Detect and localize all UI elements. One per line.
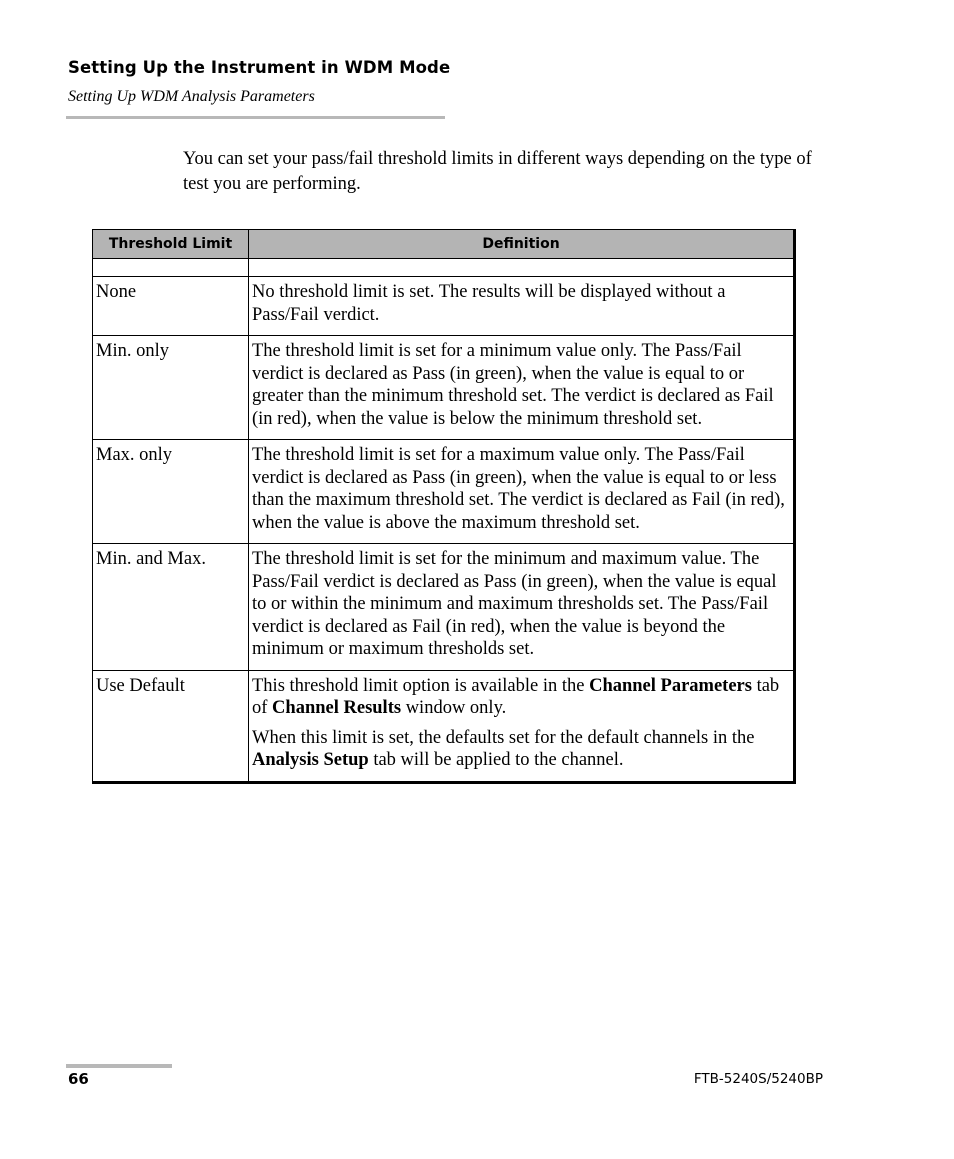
column-header-definition: Definition — [249, 230, 795, 259]
intro-paragraph: You can set your pass/fail threshold limits in different ways depending on the type of test you are performing. — [183, 149, 812, 194]
definition-paragraph: The threshold limit is set for a maximum value only. The Pass/Fail verdict is declared as Pass (in green), when the value is equal to or less than the maximum threshold set. The verdict is declared as Fail (in red), when the value is above the maximum threshold set. — [252, 445, 785, 533]
section-subtitle: Setting Up WDM Analysis Parameters — [68, 88, 315, 105]
threshold-limit-cell: Min. and Max. — [93, 544, 249, 671]
table-row — [93, 277, 795, 336]
definition-paragraph: This threshold limit option is available in the Channel Parameters tab of Channel Results window only. — [252, 675, 780, 718]
definition-cell — [249, 544, 795, 671]
page-number: 66 — [68, 1070, 89, 1088]
threshold-limit-cell: Min. only — [93, 336, 249, 440]
definition-paragraph: No threshold limit is set. The results will be displayed without a Pass/Fail verdict. — [252, 282, 726, 325]
ui-term: Channel Results — [272, 698, 402, 718]
definition-cell — [249, 277, 795, 336]
threshold-limit-cell: None — [93, 277, 249, 336]
table-row — [93, 670, 795, 782]
column-header-threshold-limit: Threshold Limit — [93, 230, 249, 259]
section-title: Setting Up the Instrument in WDM Mode — [68, 58, 451, 77]
table-row — [93, 440, 795, 544]
footer-divider — [66, 1064, 172, 1068]
threshold-limit-cell: Use Default — [93, 670, 249, 782]
table-row — [93, 336, 795, 440]
definition-cell — [249, 670, 795, 782]
ui-term: Analysis Setup — [252, 750, 369, 770]
ui-term: Channel Parameters — [589, 675, 752, 696]
definition-paragraph: The threshold limit is set for the minimum and maximum value. The Pass/Fail verdict is declared as Pass (in green), when the value is equal to or within the minimum and maximum thresholds set. The Pass/Fail verdict is declared as Fail (in red), when the value is beyond the minimum or maximum thresholds set. — [252, 549, 777, 659]
table-row — [93, 544, 795, 671]
definition-cell — [249, 336, 795, 440]
header-divider — [66, 116, 445, 119]
header-spacer — [93, 259, 795, 277]
table-header-row — [93, 230, 795, 259]
definition-paragraph: When this limit is set, the defaults set for the default channels in the Analysis Setup tab will be applied to the channel. — [252, 727, 755, 770]
product-name: FTB-5240S/5240BP — [693, 1071, 823, 1087]
definition-paragraph: The threshold limit is set for a minimum value only. The Pass/Fail verdict is declared as Pass (in green), when the value is equal to or greater than the minimum threshold set. The verdict is declared as Fail (in red), when the value is below the minimum threshold set. — [252, 341, 774, 429]
threshold-limit-table — [92, 229, 796, 784]
definition-cell — [249, 440, 795, 544]
threshold-limit-cell: Max. only — [93, 440, 249, 544]
